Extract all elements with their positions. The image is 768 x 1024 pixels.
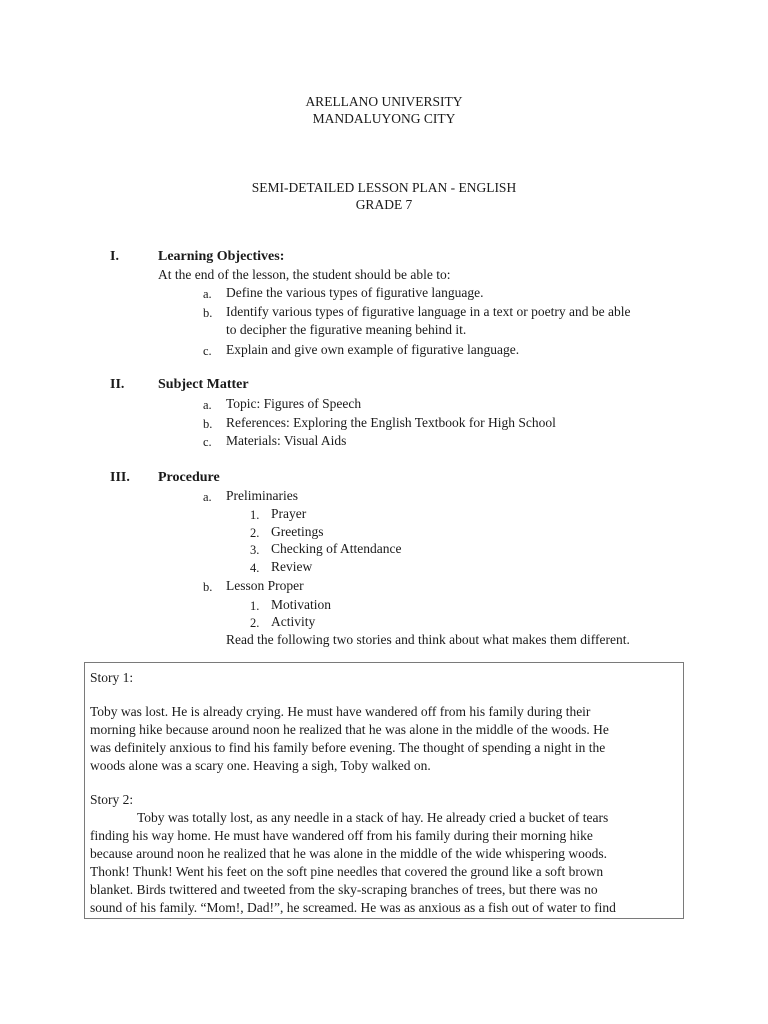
step-text: Review: [271, 559, 313, 574]
step-text: Prayer: [271, 506, 307, 521]
objective-label: a.: [203, 287, 212, 301]
story2-label: Story 2:: [90, 792, 134, 807]
step-number: 3.: [250, 543, 260, 557]
subject-references: References: Exploring the English Textbook for High School: [226, 415, 556, 430]
section-number-procedure: III.: [110, 470, 130, 485]
step-text: Motivation: [271, 597, 331, 612]
objective-item: Identify various types of figurative language in a text or poetry and be able: [226, 304, 631, 319]
step-number: 2.: [250, 526, 260, 540]
story2-line: blanket. Birds twittered and tweeted from the sky-scraping branches of trees, but there was no: [90, 882, 598, 897]
story2-line: sound of his family. “Mom!, Dad!”, he screamed. He was as anxious as a fish out of water to find: [90, 900, 616, 915]
stories-box: [84, 662, 684, 919]
section-title-subject: Subject Matter: [158, 377, 249, 392]
objective-label: b.: [203, 306, 213, 320]
story2-line: finding his way home. He must have wandered off from his family during their morning hike: [90, 828, 593, 843]
step-number: 1.: [250, 599, 260, 613]
procedure-lesson-proper: Lesson Proper: [226, 578, 304, 593]
section-number-objectives: I.: [110, 249, 119, 264]
step-number: 1.: [250, 508, 260, 522]
university-name: ARELLANO UNIVERSITY: [305, 94, 463, 109]
lesson-plan-title: SEMI-DETAILED LESSON PLAN - ENGLISH: [251, 180, 517, 195]
section-number-subject: II.: [110, 377, 125, 392]
step-text: Checking of Attendance: [271, 541, 402, 556]
procedure-label: b.: [203, 580, 213, 594]
story1-line: morning hike because around noon he realized that he was alone in the middle of the woods. He: [90, 722, 609, 737]
grade-level: GRADE 7: [355, 197, 413, 212]
subject-label: c.: [203, 435, 212, 449]
step-number: 2.: [250, 616, 260, 630]
subject-label: a.: [203, 398, 212, 412]
city-name: MANDALUYONG CITY: [312, 111, 456, 126]
section-title-objectives: Learning Objectives:: [158, 249, 285, 264]
objective-label: c.: [203, 344, 212, 358]
story1-label: Story 1:: [90, 670, 134, 685]
step-text: Greetings: [271, 524, 324, 539]
step-text: Activity: [271, 614, 316, 629]
subject-materials: Materials: Visual Aids: [226, 433, 347, 448]
objective-item: Define the various types of figurative language.: [226, 285, 484, 300]
story2-line: because around noon he realized that he was alone in the middle of the wide whispering woods.: [90, 846, 607, 861]
objective-item: Explain and give own example of figurative language.: [226, 342, 520, 357]
subject-topic: Topic: Figures of Speech: [226, 396, 362, 411]
subject-label: b.: [203, 417, 213, 431]
story2-line: Thonk! Thunk! Went his feet on the soft pine needles that covered the ground like a soft brown: [90, 864, 604, 879]
story2-line: Toby was totally lost, as any needle in a stack of hay. He already cried a bucket of tears: [137, 810, 609, 825]
story1-line: was definitely anxious to find his family before evening. The thought of spending a night in the: [90, 740, 606, 755]
activity-instruction: Read the following two stories and think about what makes them different.: [226, 632, 630, 647]
objectives-intro: At the end of the lesson, the student should be able to:: [158, 267, 451, 282]
procedure-label: a.: [203, 490, 212, 504]
procedure-preliminaries: Preliminaries: [226, 488, 298, 503]
section-title-procedure: Procedure: [158, 470, 220, 485]
story1-line: Toby was lost. He is already crying. He must have wandered off from his family during their: [90, 704, 591, 719]
objective-item-continued: to decipher the figurative meaning behind it.: [226, 322, 467, 337]
step-number: 4.: [250, 561, 260, 575]
story1-line: woods alone was a scary one. Heaving a sigh, Toby walked on.: [90, 758, 431, 773]
